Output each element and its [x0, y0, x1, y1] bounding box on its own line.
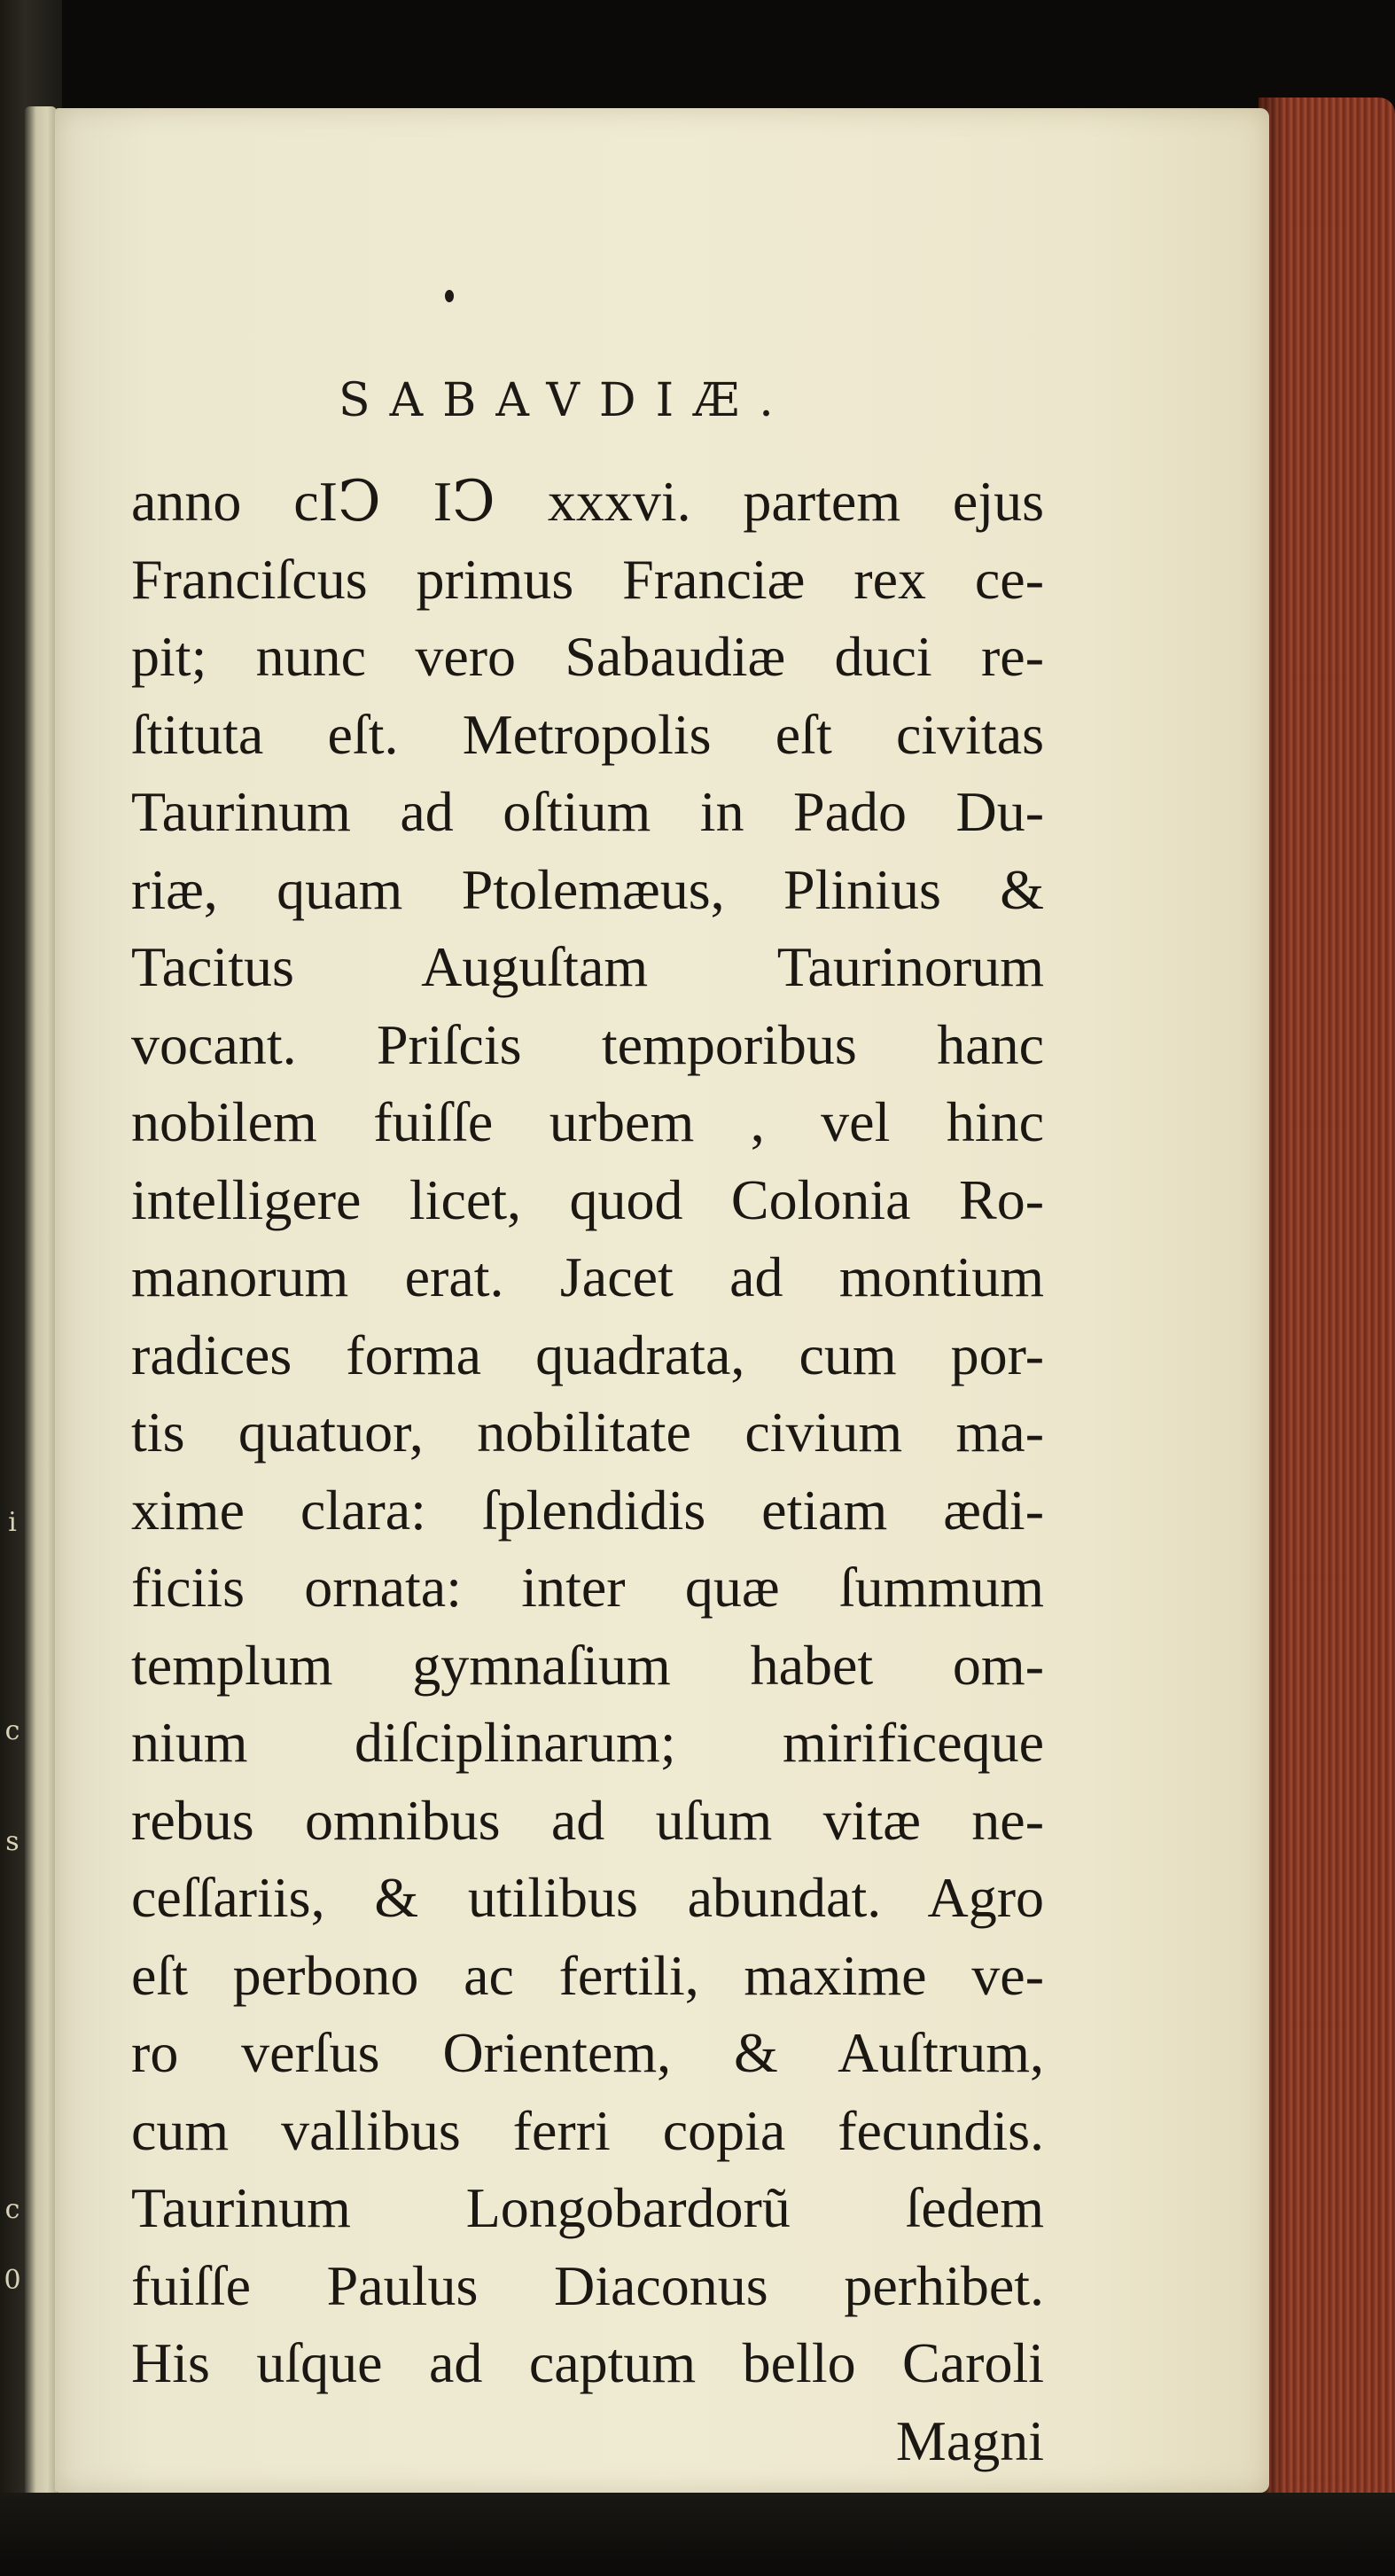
text-line: Taurinum Longobardorũ ſedem	[131, 2176, 1044, 2239]
text-line: eſt perbono ac fertili, maxime ve-	[131, 1943, 1044, 2007]
text-line: rebus omnibus ad uſum vitæ ne-	[131, 1788, 1044, 1852]
text-line: pit; nunc vero Sabaudiæ duci re-	[131, 625, 1044, 688]
gutter-mark: i	[8, 1507, 17, 1538]
text-line: Franciſcus primus Franciæ rex ce-	[131, 547, 1044, 611]
text-line: manorum erat. Jacet ad montium	[131, 1245, 1044, 1308]
text-line: tis quatuor, nobilitate civium ma-	[131, 1401, 1044, 1464]
facing-page-edge	[25, 106, 57, 2517]
text-line: His uſque ad captum bello Caroli	[131, 2331, 1044, 2394]
text-line: vocant. Priſcis temporibus hanc	[131, 1012, 1044, 1076]
text-line: templum gymnaſium habet om-	[131, 1633, 1044, 1697]
text-line: riæ, quam Ptolemæus, Plinius &	[131, 857, 1044, 921]
running-head: SABAVDIÆ.	[339, 374, 793, 427]
body-text	[131, 463, 1044, 2479]
text-line: radices forma quadrata, cum por-	[131, 1323, 1044, 1386]
text-line: ficiis ornata: inter quæ ſummum	[131, 1556, 1044, 1619]
book-page	[55, 108, 1269, 2493]
bottom-shadow	[0, 2493, 1395, 2576]
text-line: xime clara: ſplendidis etiam ædi-	[131, 1478, 1044, 1542]
text-line: cum vallibus ferri copia fecundis.	[131, 2098, 1044, 2162]
text-line: ro verſus Orientem, & Auſtrum,	[131, 2021, 1044, 2084]
text-line: anno cIↃ IↃ xxxvi. partem ejus	[131, 470, 1044, 533]
gutter-mark: s	[5, 1826, 19, 1857]
gutter-mark: c	[4, 2194, 20, 2225]
text-line: Taurinum ad oſtium in Pado Du-	[131, 780, 1044, 843]
gutter-mark: 0	[4, 2265, 21, 2296]
text-line: Tacitus Auguſtam Taurinorum	[131, 935, 1044, 998]
text-line: nobilem fuiſſe urbem , vel hinc	[131, 1090, 1044, 1153]
text-line: fuiſſe Paulus Diaconus perhibet.	[131, 2253, 1044, 2317]
ink-dot	[445, 290, 454, 302]
text-line: ceſſariis, & utilibus abundat. Agro	[131, 1866, 1044, 1929]
text-line: nium diſciplinarum; mirificeque	[131, 1711, 1044, 1774]
catchword: Magni	[895, 2408, 1044, 2472]
gutter-mark: c	[4, 1715, 20, 1746]
text-line: intelligere licet, quod Colonia Ro-	[131, 1167, 1044, 1231]
text-line: ſtituta eſt. Metropolis eſt civitas	[131, 702, 1044, 766]
